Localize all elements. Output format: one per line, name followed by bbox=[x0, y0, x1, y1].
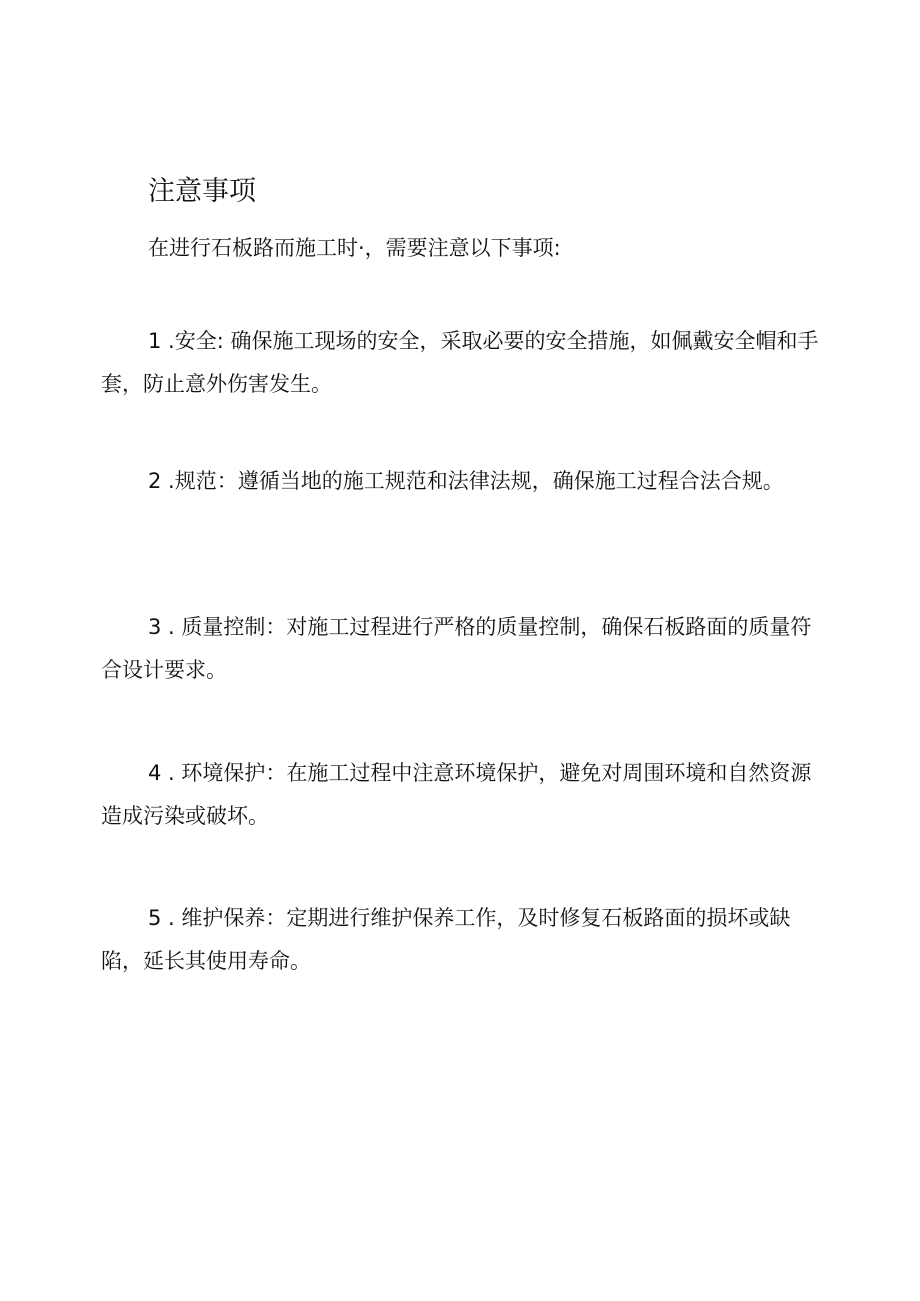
list-item-maintenance: 5 . 维护保养：定期进行维护保养工作，及时修复石板路面的损坏或缺陷，延长其使用寿命。 bbox=[101, 906, 791, 973]
list-item-standards: 2 .规范：遵循当地的施工规范和法律法规，确保施工过程合法合规。 bbox=[148, 469, 784, 493]
intro-paragraph: 在进行石板路而施工时·，需要注意以下事项: bbox=[148, 236, 561, 260]
list-item-environmental-protection: 4 . 环境保护：在施工过程中注意环境保护，避免对周围环境和自然资源造成污染或破坏。 bbox=[101, 761, 812, 828]
page-title: 注意事项 bbox=[148, 176, 256, 207]
list-item-safety: 1 .安全: 确保施工现场的安全，采取必要的安全措施，如佩戴安全帽和手套，防止意外伤害发生。 bbox=[101, 329, 819, 396]
list-item-quality-control: 3 . 质量控制：对施工过程进行严格的质量控制，确保石板路面的质量符合设计要求。 bbox=[101, 615, 812, 682]
